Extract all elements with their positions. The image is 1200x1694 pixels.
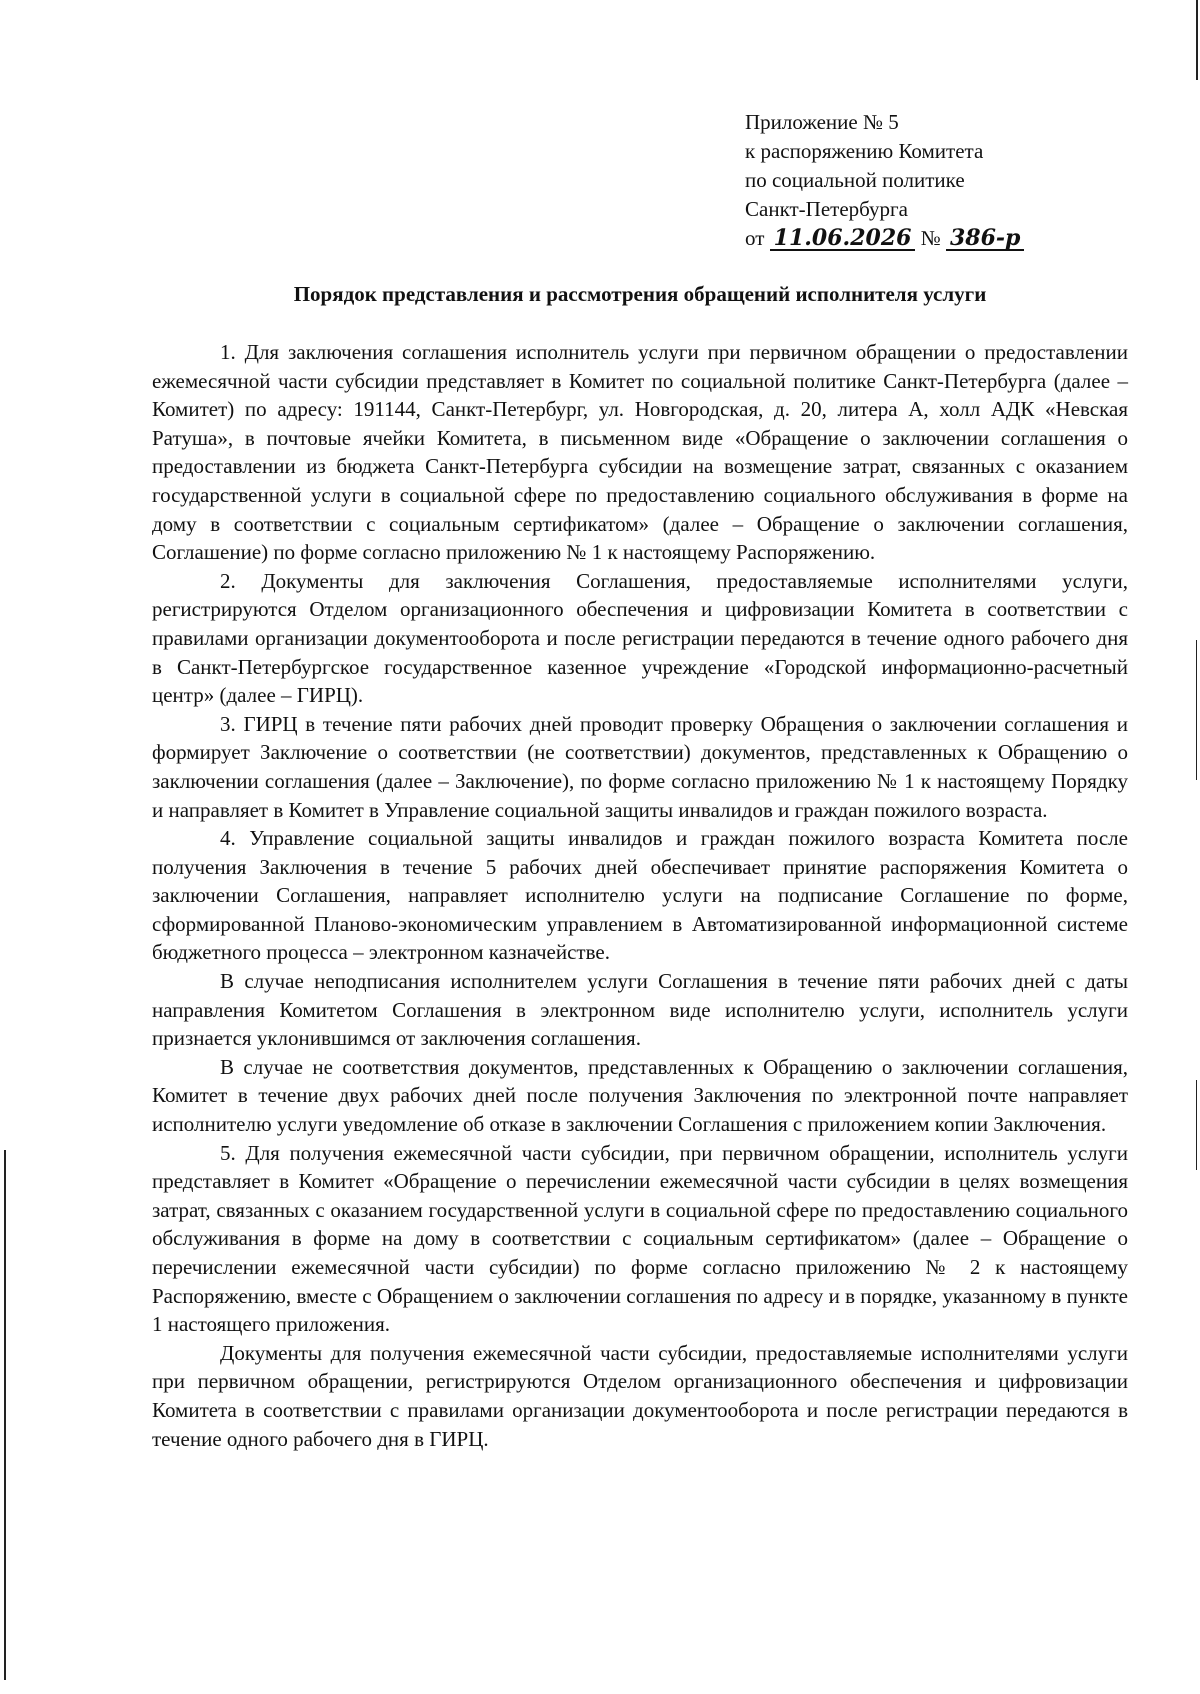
number-prefix: № <box>920 226 941 250</box>
scan-edge-right-top <box>1196 0 1198 80</box>
paragraph-4: 4. Управление социальной защиты инвалидов и граждан пожилого возраста Комитета после получения Заключения в течение 5 рабочих дней обеспечивает принятие распоряжения Комитета о заключении Соглашения, направляет исполнителю услуги на подписание Соглашение по форме, сформированной Планово-экономическим управлением в Автоматизированной информационной системе бюджетного процесса – электронном казначействе. <box>152 826 1128 965</box>
appendix-header <box>745 108 1024 253</box>
paragraph-4-note-2: В случае не соответствия документов, представленных к Обращению о заключении соглашения, Комитет в течение двух рабочих дней после получения Заключения по электронной почте направляет исполнителю услуги уведомление об отказе в заключении Соглашения с приложением копии Заключения. <box>152 1054 1128 1137</box>
paragraph-3: 3. ГИРЦ в течение пяти рабочих дней проводит проверку Обращения о заключении соглашения и формирует Заключение о соответствии (не соответствии) документов, представленных к Обращению о заключении соглашения (далее – Заключение), по форме согласно приложению № 1 к настоящему Порядку и направляет в Комитет в Управление социальной защиты инвалидов и граждан пожилого возраста. <box>152 711 1128 822</box>
appendix-date-line <box>745 224 1024 253</box>
paragraph-5-note: Документы для получения ежемесячной части субсидии, предоставляемые исполнителями услуги при первичном обращении, регистрируются Отделом организационного обеспечения и цифровизации Комитета в соответствии с правилами организации документооборота и после регистрации передаются в течение одного рабочего дня в ГИРЦ. <box>152 1340 1128 1451</box>
handwritten-date: 11.06.2026 <box>770 227 916 251</box>
scan-edge-right-mid <box>1196 640 1197 780</box>
paragraph-4-note-1: В случае неподписания исполнителем услуги Соглашения в течение пяти рабочих дней с даты направления Комитетом Соглашения в электронном виде исполнителю услуги, исполнитель услуги признается уклонившимся от заключения соглашения. <box>152 969 1128 1051</box>
document-body <box>152 338 1128 1453</box>
appendix-line-4: Санкт-Петербурга <box>745 197 908 221</box>
paragraph-1: 1. Для заключения соглашения исполнитель услуги при первичном обращении о предоставлении ежемесячной части субсидии представляет в Комитет по социальной политике Санкт-Петербурга (далее – Комитет) по адресу: 191144, Санкт-Петербург, ул. Новгородская, д. 20, литера А, холл АДК «Невская Ратуша», в почтовые ячейки Комитета, в письменном виде «Обращение о заключении соглашения о предоставлении из бюджета Санкт-Петербурга субсидии на возмещение затрат, связанных с оказанием государственной услуги в социальной сфере по предоставлению социального обслуживания в форме на дому в соответствии с социальным сертификатом» (далее – Обращение о заключении соглашения, Соглашение) по форме согласно приложению № 1 к настоящему Распоряжению. <box>152 340 1128 565</box>
paragraph-5: 5. Для получения ежемесячной части субсидии, при первичном обращении, исполнитель услуги представляет в Комитет «Обращение о перечислении ежемесячной части субсидии в целях возмещения затрат, связанных с оказанием государственной услуги в социальной сфере по предоставлению социального обслуживания в форме на дому в соответствии с социальным сертификатом» (далее – Обращение о перечислении ежемесячной части субсидии) по форме согласно приложению № 2 к настоящему Распоряжению, вместе с Обращением о заключении соглашения по адресу и в порядке, указанному в пункте 1 настоящего приложения. <box>152 1140 1128 1337</box>
appendix-line-1: Приложение № 5 <box>745 110 899 134</box>
appendix-line-2: к распоряжению Комитета <box>745 139 984 163</box>
handwritten-number: 386-р <box>946 227 1024 251</box>
scan-edge-right-low <box>1196 1080 1197 1170</box>
scan-edge-left-bottom <box>4 1150 6 1680</box>
date-prefix: от <box>745 226 765 250</box>
document-title: Порядок представления и рассмотрения обращений исполнителя услуги <box>293 282 987 306</box>
paragraph-2: 2. Документы для заключения Соглашения, предоставляемые исполнителями услуги, регистрируются Отделом организационного обеспечения и цифровизации Комитета в соответствии с правилами организации документооборота и после регистрации передаются в течение одного рабочего дня в Санкт-Петербургское государственное казенное учреждение «Городской информационно-расчетный центр» (далее – ГИРЦ). <box>152 568 1128 708</box>
appendix-line-3: по социальной политике <box>745 168 965 192</box>
